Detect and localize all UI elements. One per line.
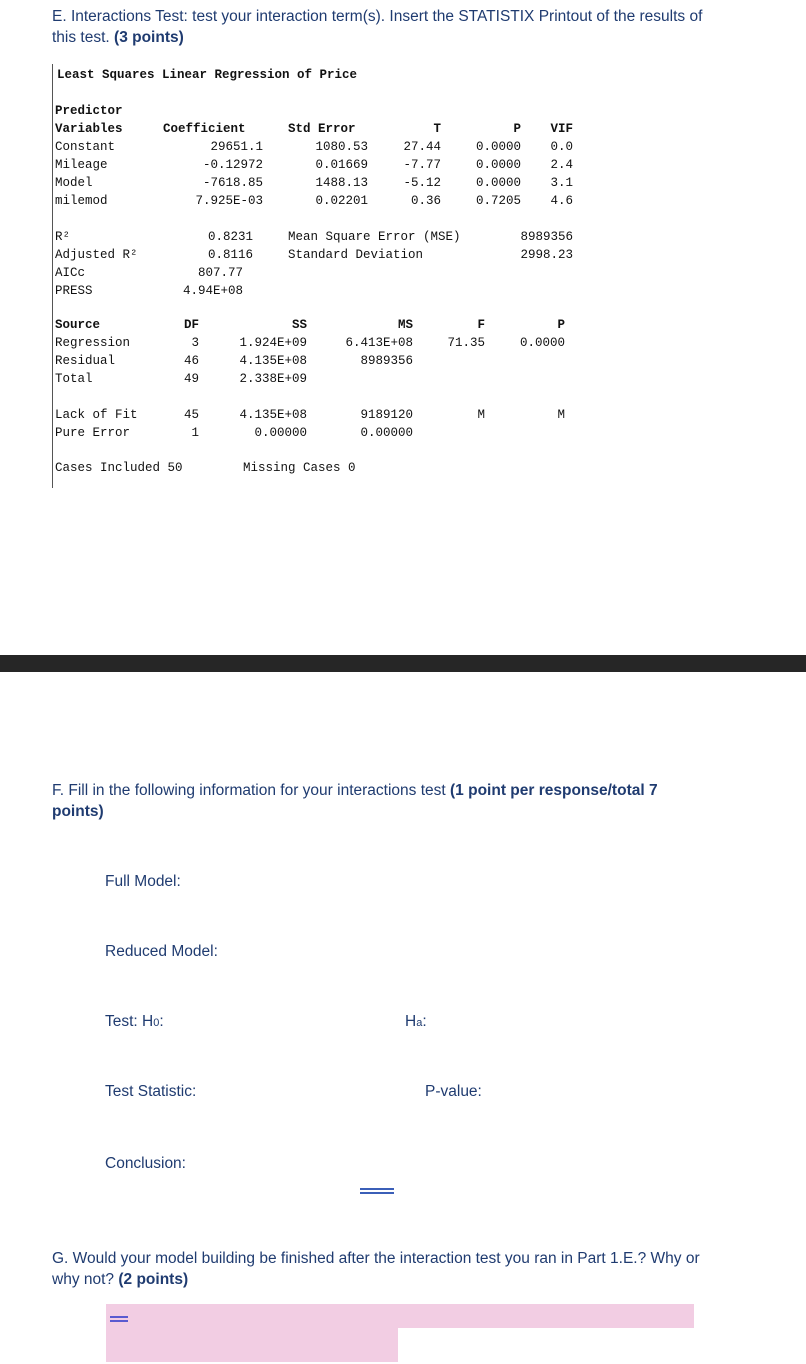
section-g-line1: G. Would your model building be finished after the interaction test you ran in Part 1.E.? Why or	[52, 1250, 700, 1267]
lof-ss: 4.135E+08	[239, 408, 307, 422]
header-std-error: Std Error	[288, 122, 356, 136]
lof-ms: 9189120	[360, 408, 413, 422]
anova-ss: 2.338E+09	[239, 372, 307, 386]
anova-ss: 4.135E+08	[239, 354, 307, 368]
p-value-label: P-value:	[425, 1083, 482, 1100]
sd-value: 2998.23	[520, 248, 573, 262]
conclusion-label: Conclusion:	[105, 1155, 186, 1172]
coef-se: 1488.13	[315, 176, 368, 190]
answer-highlight[interactable]	[106, 1328, 398, 1362]
anova-source: Total	[55, 372, 93, 386]
mse-label: Mean Square Error (MSE)	[288, 230, 461, 244]
section-f-line2: points)	[52, 803, 104, 820]
section-g-line2: why not? (2 points)	[52, 1271, 189, 1288]
lof-df: 45	[183, 408, 199, 422]
section-e-question	[52, 6, 702, 48]
missing-cases: Missing Cases 0	[243, 461, 356, 475]
coef-t: 0.36	[410, 194, 441, 208]
full-model-label: Full Model:	[105, 873, 181, 890]
coef-vif: 2.4	[550, 158, 573, 172]
coef-t: -7.77	[403, 158, 441, 172]
sd-label: Standard Deviation	[288, 248, 424, 262]
cursor-mark	[360, 1192, 394, 1194]
anova-p: 0.0000	[519, 336, 565, 350]
test-h0-label: Test: H0:	[105, 1013, 164, 1030]
lof-source: Pure Error	[55, 426, 131, 440]
header-p: P	[513, 122, 521, 136]
anova-header-ss: SS	[291, 318, 307, 332]
coef-name: Model	[55, 176, 93, 190]
header-coefficient: Coefficient	[163, 122, 246, 136]
anova-f: 71.35	[447, 336, 485, 350]
section-e-line2: this test. (3 points)	[52, 29, 184, 46]
section-g-points: (2 points)	[118, 1271, 189, 1288]
anova-header-f: F	[477, 318, 485, 332]
coef-t: -5.12	[403, 176, 441, 190]
header-predictor: Predictor	[55, 104, 123, 118]
coef-p: 0.7205	[475, 194, 521, 208]
fit-stat-value: 4.94E+08	[182, 284, 243, 298]
coef-name: Constant	[55, 140, 116, 154]
section-f-line1: F. Fill in the following information for your interactions test (1 point per response/total 7	[52, 782, 658, 799]
fit-stat-name: Adjusted R²	[55, 248, 138, 262]
coef-p: 0.0000	[475, 158, 521, 172]
header-vif: VIF	[550, 122, 573, 136]
lof-ms: 0.00000	[360, 426, 413, 440]
coef-se: 1080.53	[315, 140, 368, 154]
lof-f: M	[477, 408, 485, 422]
header-variables: Variables	[55, 122, 123, 136]
fit-stat-value: 0.8231	[207, 230, 253, 244]
lof-source: Lack of Fit	[55, 408, 138, 422]
anova-ms: 8989356	[360, 354, 413, 368]
coef-p: 0.0000	[475, 140, 521, 154]
ha-label: Ha:	[405, 1013, 427, 1030]
anova-header-ms: MS	[397, 318, 413, 332]
printout-title: Least Squares Linear Regression of Price	[57, 68, 358, 82]
answer-highlight[interactable]	[106, 1304, 694, 1328]
anova-df: 46	[183, 354, 199, 368]
fit-stat-value: 0.8116	[207, 248, 253, 262]
coef-vif: 3.1	[550, 176, 573, 190]
cases-included: Cases Included 50	[55, 461, 183, 475]
coef-name: milemod	[55, 194, 108, 208]
coef-p: 0.0000	[475, 176, 521, 190]
mse-value: 8989356	[520, 230, 573, 244]
section-f-points: (1 point per response/total 7	[450, 782, 658, 799]
fit-stat-value: 807.77	[197, 266, 243, 280]
anova-ss: 1.924E+09	[239, 336, 307, 350]
section-e-points: (3 points)	[114, 29, 184, 46]
section-f-question	[52, 780, 658, 822]
fit-stat-name: PRESS	[55, 284, 93, 298]
coef-value: 7.925E-03	[195, 194, 263, 208]
reduced-model-label: Reduced Model:	[105, 943, 218, 960]
anova-ms: 6.413E+08	[345, 336, 413, 350]
anova-header-source: Source	[55, 318, 101, 332]
lof-p: M	[557, 408, 565, 422]
coef-value: 29651.1	[210, 140, 263, 154]
header-t: T	[433, 122, 441, 136]
fit-stat-name: R²	[55, 230, 71, 244]
coef-se: 0.01669	[315, 158, 368, 172]
coef-name: Mileage	[55, 158, 108, 172]
anova-header-df: DF	[183, 318, 199, 332]
anova-source: Regression	[55, 336, 131, 350]
anova-source: Residual	[55, 354, 116, 368]
statistix-printout	[52, 64, 613, 488]
anova-df: 3	[191, 336, 199, 350]
coef-t: 27.44	[403, 140, 441, 154]
section-g-question	[52, 1248, 700, 1290]
section-e-line1: E. Interactions Test: test your interaction term(s). Insert the STATISTIX Printout of the results of	[52, 8, 703, 25]
page-divider	[0, 655, 806, 672]
lof-ss: 0.00000	[254, 426, 307, 440]
coef-value: -7618.85	[202, 176, 263, 190]
text-cursor-mark	[110, 1316, 128, 1318]
anova-df: 49	[183, 372, 199, 386]
coef-value: -0.12972	[202, 158, 263, 172]
test-statistic-label: Test Statistic:	[105, 1083, 197, 1100]
coef-se: 0.02201	[315, 194, 368, 208]
fit-stat-name: AICc	[55, 266, 86, 280]
text-cursor-mark	[110, 1320, 128, 1322]
coef-vif: 0.0	[550, 140, 573, 154]
coef-vif: 4.6	[550, 194, 573, 208]
anova-header-p: P	[557, 318, 565, 332]
cursor-mark	[360, 1188, 394, 1190]
lof-df: 1	[191, 426, 199, 440]
